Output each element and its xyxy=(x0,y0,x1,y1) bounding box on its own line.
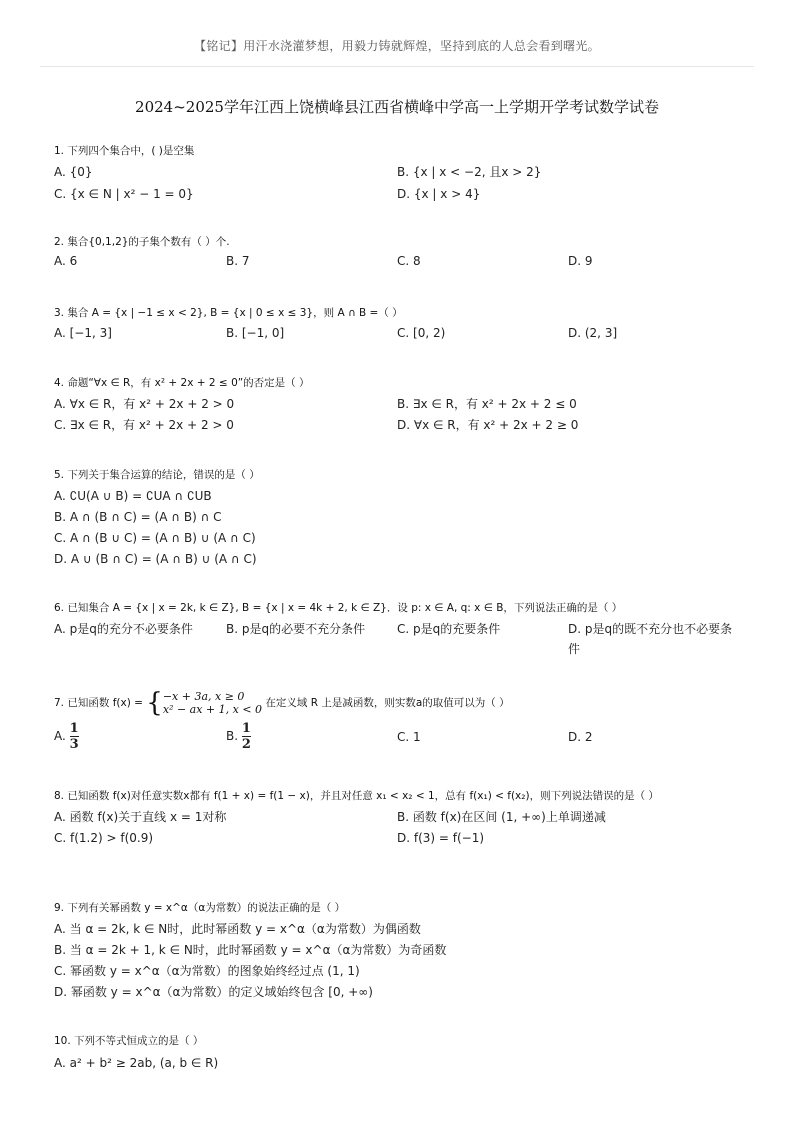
fraction xyxy=(242,722,251,751)
question-stem: 5. 下列关于集合运算的结论，错误的是（ ） xyxy=(54,469,260,481)
exam-title: 2024~2025学年江西上饶横峰县江西省横峰中学高一上学期开学考试数学试卷 xyxy=(135,98,659,116)
piecewise-cases xyxy=(163,690,262,716)
question-stem: 6. 已知集合 A = {x | x = 2k, k ∈ Z}, B = {x | x = 4k + 2, k ∈ Z}．设 p: x ∈ A, q: x ∈ B，下列说法正确的是（ ） xyxy=(54,602,623,614)
question-1 xyxy=(54,142,754,206)
option-c: C. 幂函数 y = x^α（α为常数）的图象始终经过点 (1, 1) xyxy=(54,964,360,978)
option-d: D. (2, 3] xyxy=(568,326,618,340)
option-a xyxy=(54,722,79,751)
motto-banner: 【铭记】用汗水浇灌梦想，用毅力铸就辉煌，坚持到底的人总会看到曙光。 xyxy=(194,39,600,53)
option-a: A. p是q的充分不必要条件 xyxy=(54,622,193,636)
option-b: B. A ∩ (B ∩ C) = (A ∩ B) ∩ C xyxy=(54,510,222,524)
option-c: C. [0, 2) xyxy=(397,326,446,340)
question-stem: 8. 已知函数 f(x)对任意实数x都有 f(1 + x) = f(1 − x)，并且对任意 x₁ < x₂ < 1，总有 f(x₁) < f(x₂)，则下列说法错误的是（ ） xyxy=(54,790,659,802)
option-a: A. 当 α = 2k, k ∈ N时，此时幂函数 y = x^α（α为常数）为偶函数 xyxy=(54,922,421,936)
option-d: D. 9 xyxy=(568,254,593,268)
option-c: C. A ∩ (B ∪ C) = (A ∩ B) ∪ (A ∩ C) xyxy=(54,531,256,545)
option-c: C. ∃x ∈ R，有 x² + 2x + 2 > 0 xyxy=(54,418,234,432)
option-a: A. 6 xyxy=(54,254,78,268)
denominator: 3 xyxy=(69,737,79,752)
question-stem xyxy=(54,686,754,720)
question-stem: 10. 下列不等式恒成立的是（ ） xyxy=(54,1035,204,1047)
question-8 xyxy=(54,787,754,849)
option-label: A. xyxy=(54,729,66,743)
question-6 xyxy=(54,599,754,659)
brace-symbol: { xyxy=(146,688,163,718)
question-stem: 3. 集合 A = {x | −1 ≤ x < 2}, B = {x | 0 ≤ x ≤ 3}，则 A ∩ B =（ ） xyxy=(54,307,403,319)
option-a: A. {0} xyxy=(54,165,93,179)
question-stem: 4. 命题“∀x ∈ R，有 x² + 2x + 2 ≤ 0”的否定是（ ） xyxy=(54,377,310,389)
option-b: B. 函数 f(x)在区间 (1, +∞)上单调递减 xyxy=(397,810,606,824)
option-a: A. ∁U(A ∪ B) = ∁UA ∩ ∁UB xyxy=(54,489,212,503)
option-b: B. p是q的必要不充分条件 xyxy=(226,622,366,636)
option-b: B. {x | x < −2, 且x > 2} xyxy=(397,165,542,179)
numerator: 1 xyxy=(69,721,79,736)
question-7 xyxy=(54,686,754,756)
fraction xyxy=(70,722,79,751)
question-stem: 1. 下列四个集合中，( )是空集 xyxy=(54,145,195,157)
option-a: A. 函数 f(x)关于直线 x = 1对称 xyxy=(54,810,227,824)
denominator: 2 xyxy=(241,737,251,752)
stem-prefix: 7. 已知函数 f(x) = xyxy=(54,697,143,709)
option-d: D. {x | x > 4} xyxy=(397,187,481,201)
option-b: B. 当 α = 2k + 1, k ∈ N时，此时幂函数 y = x^α（α为常数）为奇函数 xyxy=(54,943,447,957)
option-a: A. ∀x ∈ R，有 x² + 2x + 2 > 0 xyxy=(54,397,235,411)
question-stem: 2. 集合{0,1,2}的子集个数有（ ）个. xyxy=(54,236,230,248)
option-c: C. p是q的充要条件 xyxy=(397,622,501,636)
question-2 xyxy=(54,233,754,273)
question-9 xyxy=(54,899,754,1003)
question-5 xyxy=(54,466,754,570)
question-3 xyxy=(54,304,754,344)
option-c: C. 8 xyxy=(397,254,421,268)
option-b: B. [−1, 0] xyxy=(226,326,285,340)
piece-bottom: x² − ax + 1, x < 0 xyxy=(162,703,263,716)
option-b: B. 7 xyxy=(226,254,250,268)
question-stem: 9. 下列有关幂函数 y = x^α（α为常数）的说法正确的是（ ） xyxy=(54,902,346,914)
option-c: C. 1 xyxy=(397,730,421,744)
option-d: D. 2 xyxy=(568,730,593,744)
option-a: A. [−1, 3] xyxy=(54,326,112,340)
option-b xyxy=(226,722,251,751)
option-a: A. a² + b² ≥ 2ab, (a, b ∈ R) xyxy=(54,1056,219,1070)
option-label: B. xyxy=(226,729,239,743)
option-d: D. p是q的既不充分也不必要条件 xyxy=(568,622,733,656)
option-c: C. f(1.2) > f(0.9) xyxy=(54,831,154,845)
header-divider xyxy=(40,66,754,67)
option-d: D. ∀x ∈ R，有 x² + 2x + 2 ≥ 0 xyxy=(397,418,579,432)
numerator: 1 xyxy=(241,721,251,736)
option-b: B. ∃x ∈ R，有 x² + 2x + 2 ≤ 0 xyxy=(397,397,577,411)
option-d: D. 幂函数 y = x^α（α为常数）的定义域始终包含 [0, +∞) xyxy=(54,985,373,999)
question-4 xyxy=(54,374,754,436)
piece-top: −x + 3a, x ≥ 0 xyxy=(162,690,245,703)
option-d: D. A ∪ (B ∩ C) = (A ∩ B) ∪ (A ∩ C) xyxy=(54,552,257,566)
stem-suffix: 在定义域 R 上是减函数，则实数a的取值可以为（ ） xyxy=(265,697,510,709)
option-d: D. f(3) = f(−1) xyxy=(397,831,485,845)
question-10 xyxy=(54,1032,754,1072)
option-c: C. {x ∈ N | x² − 1 = 0} xyxy=(54,187,194,201)
